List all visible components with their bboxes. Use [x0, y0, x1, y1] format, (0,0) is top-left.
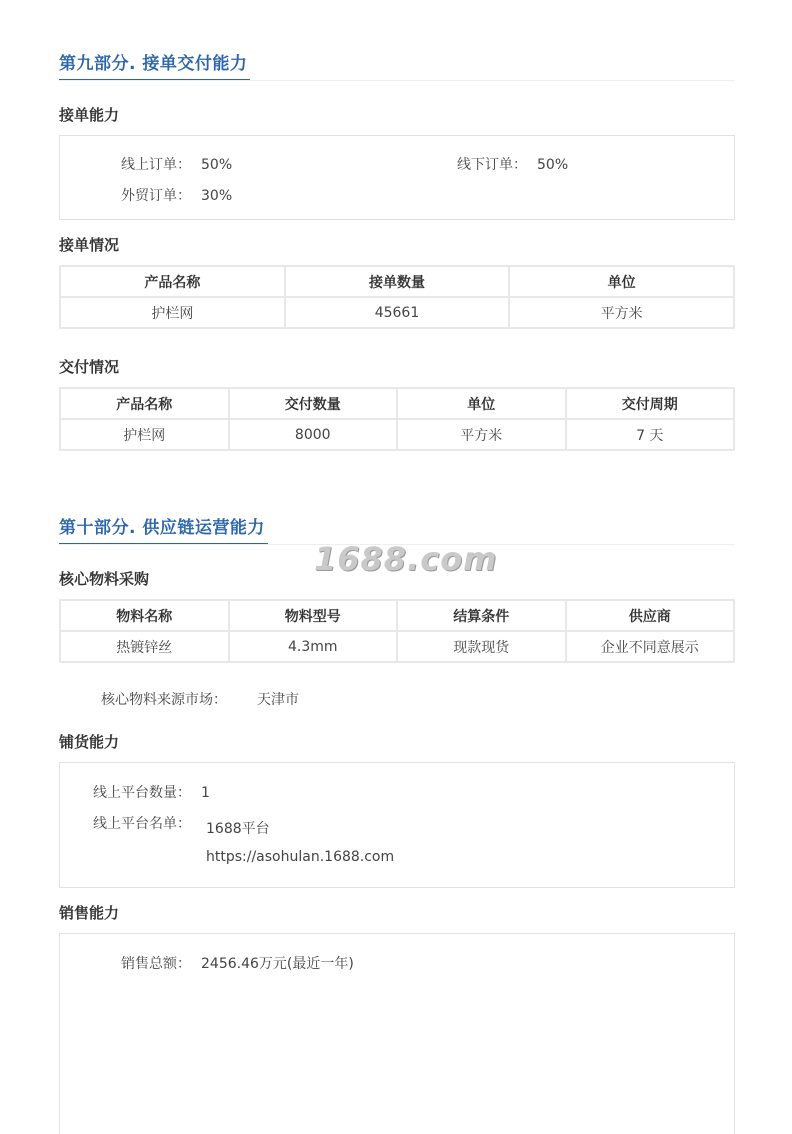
table-cell: 企业不同意展示: [566, 631, 735, 662]
table-row: [60, 631, 734, 662]
platform-url-link[interactable]: https://asohulan.1688.com: [206, 849, 395, 865]
sales-box: [59, 933, 735, 1134]
offline-orders-value: 50%: [537, 157, 569, 173]
platform-count: [93, 782, 210, 802]
section-divider: [59, 80, 735, 81]
offline-orders: [457, 154, 568, 174]
table-header-cell: 交付周期: [566, 388, 735, 419]
table-header-cell: 单位: [509, 266, 734, 297]
table-header-cell: 结算条件: [397, 600, 566, 631]
online-orders-label: 线上订单：: [121, 157, 191, 173]
table-cell: 护栏网: [60, 297, 285, 328]
distribution-box: [59, 762, 735, 888]
section-title-part10: 第十部分. 供应链运营能力: [59, 518, 265, 538]
platform-count-value: 1: [201, 785, 210, 801]
online-orders-value: 50%: [201, 157, 233, 173]
table-cell: 8000: [229, 419, 398, 450]
section-title-part9: 第九部分. 接单交付能力: [59, 54, 248, 74]
table-header-cell: 物料名称: [60, 600, 229, 631]
table-cell: 护栏网: [60, 419, 229, 450]
foreign-orders-value: 30%: [201, 188, 233, 204]
order-status-table: [59, 265, 735, 329]
table-header-cell: 交付数量: [229, 388, 398, 419]
core-materials-heading: 核心物料采购: [59, 570, 150, 588]
online-orders: [121, 154, 232, 174]
table-header-cell: 单位: [397, 388, 566, 419]
table-header-row: [60, 388, 734, 419]
table-cell: 平方米: [397, 419, 566, 450]
sales-total: [121, 953, 354, 973]
core-materials-table: [59, 599, 735, 663]
order-status-heading: 接单情况: [59, 236, 120, 254]
platform-name: 1688平台: [206, 821, 270, 837]
material-source-value: 天津市: [257, 692, 299, 708]
table-header-cell: 接单数量: [285, 266, 510, 297]
foreign-orders-label: 外贸订单：: [121, 188, 191, 204]
sales-heading: 销售能力: [59, 904, 120, 922]
offline-orders-label: 线下订单：: [457, 157, 527, 173]
table-cell: 平方米: [509, 297, 734, 328]
distribution-heading: 铺货能力: [59, 733, 120, 751]
table-header-row: [60, 266, 734, 297]
platform-list-label: 线上平台名单：: [93, 816, 191, 832]
delivery-status-heading: 交付情况: [59, 358, 120, 376]
table-header-cell: 产品名称: [60, 266, 285, 297]
table-cell: 热镀锌丝: [60, 631, 229, 662]
watermark-logo: 1688.com: [314, 540, 498, 578]
delivery-status-table: [59, 387, 735, 451]
table-header-cell: 物料型号: [229, 600, 398, 631]
material-source: [101, 689, 299, 709]
table-header-cell: 产品名称: [60, 388, 229, 419]
sales-total-value: 2456.46万元(最近一年): [201, 956, 354, 972]
order-capability-box: [59, 135, 735, 220]
table-row: [60, 419, 734, 450]
material-source-label: 核心物料来源市场：: [101, 692, 227, 708]
table-header-row: [60, 600, 734, 631]
sales-total-label: 销售总额：: [121, 956, 191, 972]
foreign-orders: [121, 185, 232, 205]
order-capability-heading: 接单能力: [59, 106, 120, 124]
table-cell: 45661: [285, 297, 510, 328]
table-header-cell: 供应商: [566, 600, 735, 631]
table-row: [60, 297, 734, 328]
table-cell: 4.3mm: [229, 631, 398, 662]
table-cell: 7 天: [566, 419, 735, 450]
table-cell: 现款现货: [397, 631, 566, 662]
platform-count-label: 线上平台数量：: [93, 785, 191, 801]
